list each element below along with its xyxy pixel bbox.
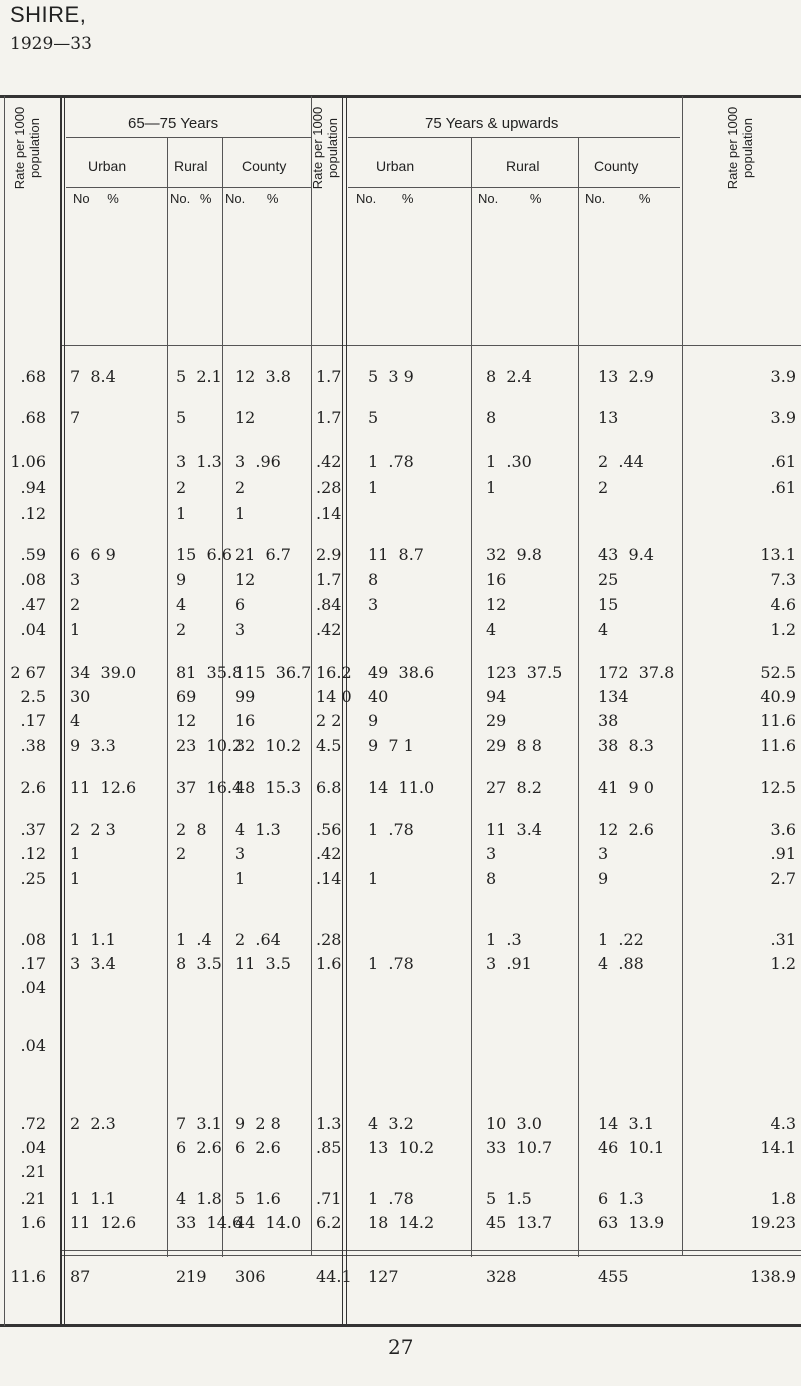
rate-header-right: Rate per 1000 population	[725, 106, 755, 190]
table-cell: 1	[235, 869, 246, 888]
rate-cell: .72	[20, 1114, 46, 1133]
table-cell: 4	[176, 595, 187, 614]
table-cell: .31	[770, 930, 796, 949]
rate-cell: .08	[20, 570, 46, 589]
table-cell: 1 .78	[368, 452, 414, 471]
rate-cell: .04	[20, 978, 46, 997]
table-cell: 1	[235, 504, 246, 523]
rate-cell: .12	[20, 504, 46, 523]
rate-cell: .04	[20, 1138, 46, 1157]
table-cell: 52.5	[760, 663, 796, 682]
table-cell: 48 15.3	[235, 778, 302, 797]
table-cell: .42	[316, 452, 342, 471]
rate-cell: .59	[20, 545, 46, 564]
sub-header-rural-2: Rural	[506, 158, 540, 174]
table-cell: 34 39.0	[70, 663, 137, 682]
table-cell: 2 .44	[598, 452, 644, 471]
unit-label: No %	[73, 191, 119, 206]
group-header-75-up: 75 Years & upwards	[425, 115, 559, 132]
table-cell: 1.6	[316, 954, 342, 973]
table-cell: 3 .96	[235, 452, 281, 471]
table-cell: 1	[70, 620, 81, 639]
table-cell: 99	[235, 687, 256, 706]
table-cell: 8 2.4	[486, 367, 532, 386]
table-cell: 7	[70, 408, 81, 427]
table-cell: 46 10.1	[598, 1138, 665, 1157]
table-cell: 115 36.7	[235, 663, 312, 682]
rate-cell: .08	[20, 930, 46, 949]
table-cell: 7 3.1	[176, 1114, 222, 1133]
table-cell: 32 9.8	[486, 545, 542, 564]
table-cell: 38 8.3	[598, 736, 654, 755]
table-cell: 29	[486, 711, 507, 730]
table-cell: 1 .3	[486, 930, 522, 949]
table-cell: 2	[235, 478, 246, 497]
table-cell: 172 37.8	[598, 663, 675, 682]
table-cell: .42	[316, 844, 342, 863]
table-cell: 13 10.2	[368, 1138, 435, 1157]
table-cell: 25	[598, 570, 619, 589]
table-cell: 32 10.2	[235, 736, 302, 755]
rate-cell: .17	[20, 954, 46, 973]
table-cell: 44.1	[316, 1267, 352, 1286]
table-cell: 3	[598, 844, 609, 863]
table-cell: 1.8	[770, 1189, 796, 1208]
table-cell: 1	[368, 869, 379, 888]
table-cell: 16	[486, 570, 507, 589]
sub-header-county-1: County	[242, 158, 287, 174]
table-cell: 6	[235, 595, 246, 614]
table-cell: .71	[316, 1189, 342, 1208]
unit-label: No. %	[170, 191, 212, 206]
table-cell: 8	[486, 408, 497, 427]
table-cell: 1	[486, 478, 497, 497]
table-cell: 33 14.6	[176, 1213, 243, 1232]
table-cell: 14 11.0	[368, 778, 435, 797]
sub-header-rural-1: Rural	[174, 158, 208, 174]
table-cell: 12 3.8	[235, 367, 291, 386]
table-cell: 13.1	[760, 545, 796, 564]
table-cell: 94	[486, 687, 507, 706]
table-cell: 40	[368, 687, 389, 706]
rate-cell: 1.6	[20, 1213, 46, 1232]
table-cell: 14 3.1	[598, 1114, 654, 1133]
table-cell: 5 1.5	[486, 1189, 532, 1208]
table-cell: 1 .78	[368, 954, 414, 973]
rate-cell: .94	[20, 478, 46, 497]
table-cell: .14	[316, 504, 342, 523]
table-cell: 1 .78	[368, 820, 414, 839]
table-cell: 1 1.1	[70, 1189, 116, 1208]
table-cell: 3	[368, 595, 379, 614]
rate-cell: .21	[20, 1189, 46, 1208]
table-cell: 30	[70, 687, 91, 706]
table-cell: 43 9.4	[598, 545, 654, 564]
table-cell: 1.7	[316, 570, 342, 589]
table-cell: 1 .78	[368, 1189, 414, 1208]
table-cell: 27 8.2	[486, 778, 542, 797]
table-cell: 16	[235, 711, 256, 730]
table-cell: 29 8 8	[486, 736, 542, 755]
table-cell: 11 8.7	[368, 545, 424, 564]
table-cell: 1.2	[770, 620, 796, 639]
table-cell: 1.3	[316, 1114, 342, 1133]
rate-cell: .12	[20, 844, 46, 863]
table-cell: 3 .91	[486, 954, 532, 973]
table-cell: 6 2.6	[176, 1138, 222, 1157]
rate-cell: .17	[20, 711, 46, 730]
table-cell: 14.1	[760, 1138, 796, 1157]
table-cell: 16.2	[316, 663, 352, 682]
table-cell: .42	[316, 620, 342, 639]
table-cell: 33 10.7	[486, 1138, 553, 1157]
table-cell: 3	[70, 570, 81, 589]
table-cell: 87	[70, 1267, 91, 1286]
table-cell: 5 3 9	[368, 367, 414, 386]
table-cell: 2	[176, 620, 187, 639]
table-cell: 9 3.3	[70, 736, 116, 755]
table-cell: 2	[70, 595, 81, 614]
rate-cell: .38	[20, 736, 46, 755]
table-cell: 23 10.2	[176, 736, 243, 755]
table-cell: 7.3	[770, 570, 796, 589]
table-cell: 11.6	[760, 736, 796, 755]
table-cell: 3	[486, 844, 497, 863]
running-head-title: SHIRE,	[10, 2, 87, 27]
table-cell: .61	[770, 478, 796, 497]
table-cell: 9 2 8	[235, 1114, 281, 1133]
table-cell: 37 16.4	[176, 778, 243, 797]
table-cell: 3 1.3	[176, 452, 222, 471]
table-cell: 138.9	[750, 1267, 796, 1286]
table-cell: 3.9	[770, 367, 796, 386]
table-cell: 6.2	[316, 1213, 342, 1232]
table-cell: .56	[316, 820, 342, 839]
table-cell: .85	[316, 1138, 342, 1157]
table-cell: 1	[70, 844, 81, 863]
table-cell: 3 3.4	[70, 954, 116, 973]
table-cell: 8 3.5	[176, 954, 222, 973]
table-cell: 41 9 0	[598, 778, 654, 797]
table-cell: 2 .64	[235, 930, 281, 949]
table-cell: 15 6.6	[176, 545, 232, 564]
table-cell: 8	[486, 869, 497, 888]
table-cell: 11 3.5	[235, 954, 291, 973]
table-cell: 3.6	[770, 820, 796, 839]
table-cell: 11 3.4	[486, 820, 542, 839]
table-cell: 4	[598, 620, 609, 639]
table-cell: 1.7	[316, 367, 342, 386]
rate-cell: 2 67	[10, 663, 46, 682]
table-cell: 12.5	[760, 778, 796, 797]
table-cell: 4	[70, 711, 81, 730]
rate-cell: 11.6	[10, 1267, 46, 1286]
rate-cell: 2.6	[20, 778, 46, 797]
table-cell: .84	[316, 595, 342, 614]
table-cell: 12	[176, 711, 197, 730]
rate-cell: .04	[20, 1036, 46, 1055]
table-cell: 7 8.4	[70, 367, 116, 386]
table-cell: 1 1.1	[70, 930, 116, 949]
table-cell: 4 1.3	[235, 820, 281, 839]
sub-header-urban-1: Urban	[88, 158, 127, 174]
table-cell: 12	[486, 595, 507, 614]
rate-header-left: Rate per 1000 population	[12, 106, 42, 190]
rate-cell: .37	[20, 820, 46, 839]
table-cell: 3.9	[770, 408, 796, 427]
page-number: 27	[388, 1335, 414, 1359]
table-cell: 2 8	[176, 820, 207, 839]
table-cell: 2.7	[770, 869, 796, 888]
table-cell: 1 .4	[176, 930, 212, 949]
table-cell: 6 1.3	[598, 1189, 644, 1208]
table-cell: .61	[770, 452, 796, 471]
table-cell: 13 2.9	[598, 367, 654, 386]
table-cell: 1.2	[770, 954, 796, 973]
table-cell: 1 .22	[598, 930, 644, 949]
rate-cell: 2.5	[20, 687, 46, 706]
unit-label: No. %	[225, 191, 279, 206]
table-cell: 1	[70, 869, 81, 888]
table-cell: 219	[176, 1267, 207, 1286]
table-cell: 9	[368, 711, 379, 730]
table-cell: 9	[598, 869, 609, 888]
rate-cell: .47	[20, 595, 46, 614]
table-cell: 63 13.9	[598, 1213, 665, 1232]
table-cell: 2 2 3	[70, 820, 116, 839]
running-head-years: 1929—33	[10, 34, 92, 54]
table-cell: 12 2.6	[598, 820, 654, 839]
rate-cell: .25	[20, 869, 46, 888]
table-cell: 18 14.2	[368, 1213, 435, 1232]
table-cell: 2.9	[316, 545, 342, 564]
table-cell: 134	[598, 687, 629, 706]
table-cell: 4 3.2	[368, 1114, 414, 1133]
table-cell: .28	[316, 930, 342, 949]
table-cell: 5 2.1	[176, 367, 222, 386]
table-cell: 2 2.3	[70, 1114, 116, 1133]
table-cell: 11 12.6	[70, 778, 137, 797]
rate-header-mid: Rate per 1000 population	[310, 106, 340, 190]
sub-header-county-2: County	[594, 158, 639, 174]
table-cell: 4	[486, 620, 497, 639]
table-cell: 69	[176, 687, 197, 706]
table-cell: 4 .88	[598, 954, 644, 973]
table-cell: 44 14.0	[235, 1213, 302, 1232]
table-cell: 2	[176, 844, 187, 863]
table-cell: 4.3	[770, 1114, 796, 1133]
table-cell: 1	[368, 478, 379, 497]
table-cell: 3	[235, 844, 246, 863]
table-cell: 15	[598, 595, 619, 614]
table-cell: 2	[598, 478, 609, 497]
rate-cell: .21	[20, 1162, 46, 1181]
table-cell: 5	[176, 408, 187, 427]
unit-label: No. %	[478, 191, 542, 206]
table-cell: 40.9	[760, 687, 796, 706]
table-cell: 14 0	[316, 687, 352, 706]
sub-header-urban-2: Urban	[376, 158, 415, 174]
rate-cell: .68	[20, 408, 46, 427]
table-cell: 4.5	[316, 736, 342, 755]
table-cell: 81 35.8	[176, 663, 243, 682]
table-cell: .14	[316, 869, 342, 888]
table-cell: 12	[235, 408, 256, 427]
rate-cell: .68	[20, 367, 46, 386]
table-cell: 38	[598, 711, 619, 730]
table-cell: 13	[598, 408, 619, 427]
table-cell: 1	[176, 504, 187, 523]
rate-cell: .04	[20, 620, 46, 639]
table-cell: 328	[486, 1267, 517, 1286]
table-cell: 5 1.6	[235, 1189, 281, 1208]
table-cell: 45 13.7	[486, 1213, 553, 1232]
table-cell: 11 12.6	[70, 1213, 137, 1232]
table-cell: 5	[368, 408, 379, 427]
table-cell: .28	[316, 478, 342, 497]
table-cell: 306	[235, 1267, 266, 1286]
table-cell: 6 6 9	[70, 545, 116, 564]
table-cell: 2 2	[316, 711, 342, 730]
table-cell: 1 .30	[486, 452, 532, 471]
table-cell: 3	[235, 620, 246, 639]
rate-cell: 1.06	[10, 452, 46, 471]
table-cell: 6 2.6	[235, 1138, 281, 1157]
table-cell: 19.23	[750, 1213, 796, 1232]
table-cell: 11.6	[760, 711, 796, 730]
table-cell: 455	[598, 1267, 629, 1286]
table-cell: 123 37.5	[486, 663, 563, 682]
table-cell: 9	[176, 570, 187, 589]
table-cell: 2	[176, 478, 187, 497]
table-cell: 127	[368, 1267, 399, 1286]
unit-label: No. %	[356, 191, 414, 206]
table-cell: 1.7	[316, 408, 342, 427]
table-cell: 10 3.0	[486, 1114, 542, 1133]
group-header-65-75: 65—75 Years	[128, 115, 219, 132]
unit-label: No. %	[585, 191, 651, 206]
table-cell: 4.6	[770, 595, 796, 614]
table-cell: 6.8	[316, 778, 342, 797]
table-cell: 4 1.8	[176, 1189, 222, 1208]
table-cell: 9 7 1	[368, 736, 414, 755]
table-cell: .91	[770, 844, 796, 863]
table-cell: 21 6.7	[235, 545, 291, 564]
table-cell: 49 38.6	[368, 663, 435, 682]
table-cell: 8	[368, 570, 379, 589]
table-cell: 12	[235, 570, 256, 589]
